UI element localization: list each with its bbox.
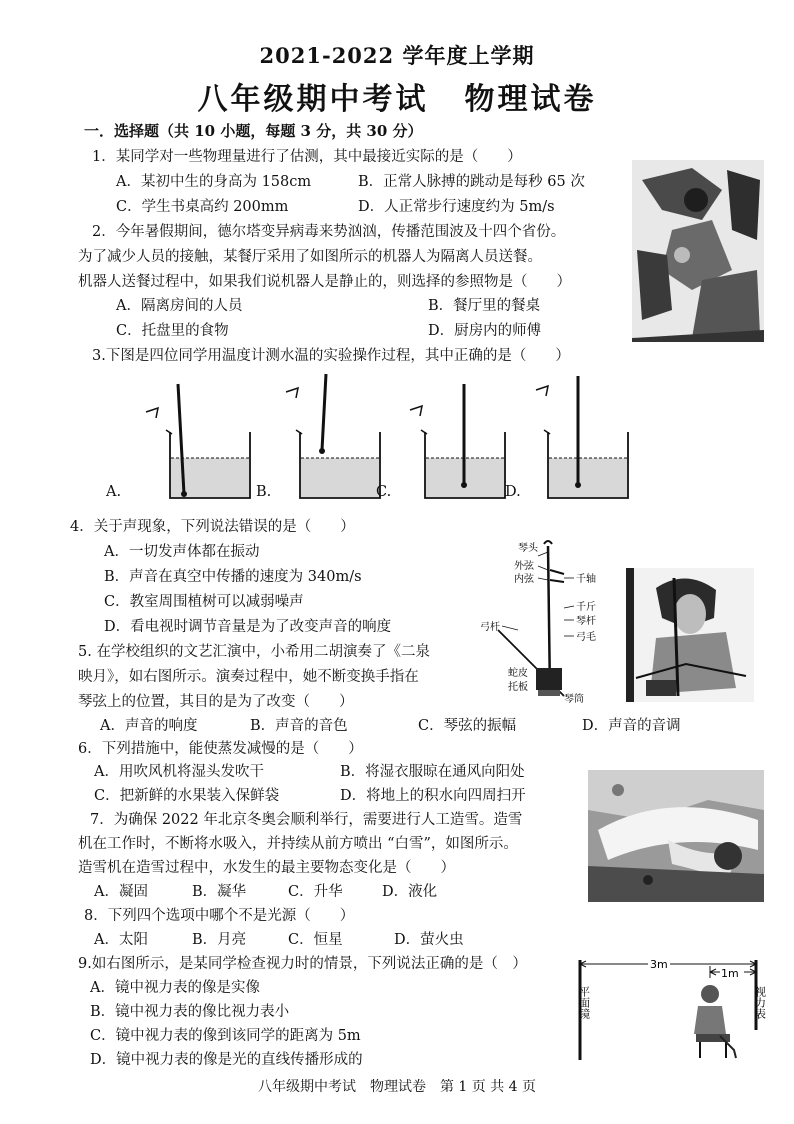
q4-stem: 4．关于声现象，下列说法错误的是（ ） xyxy=(70,519,355,535)
q3-stem: 3.下图是四位同学用温度计测水温的实验操作过程，其中正确的是（ ） xyxy=(92,348,570,364)
q9-option-a: A．镜中视力表的像是实像 xyxy=(90,980,260,996)
student-figure xyxy=(694,985,736,1058)
q2-option-b: B．餐厅里的餐桌 xyxy=(428,298,541,314)
q5-line2: 映月》，如右图所示。演奏过程中，她不断变换手指在 xyxy=(78,669,419,685)
erhu-diagram xyxy=(478,538,618,704)
erhu-label-qin-tou: 琴头 xyxy=(518,543,538,554)
q5-option-d: D．声音的音调 xyxy=(582,718,681,734)
q5-option-b: B．声音的音色 xyxy=(250,718,348,734)
q2-option-a: A．隔离房间的人员 xyxy=(116,298,243,314)
erhu-player-photo xyxy=(626,568,754,702)
q9-option-b: B．镜中视力表的像比视力表小 xyxy=(90,1004,290,1020)
thermometer-setup-b xyxy=(286,374,380,498)
vision-label-mirror: 平面镜 xyxy=(577,986,591,1019)
q7-option-c: C．升华 xyxy=(288,884,343,900)
q5-option-a: A．声音的响度 xyxy=(100,718,198,734)
q7-option-a: A．凝固 xyxy=(94,884,148,900)
q3-label-d: D. xyxy=(505,484,521,500)
exam-title xyxy=(0,74,794,118)
q2-line1: 2．今年暑假期间，德尔塔变异病毒来势汹汹，传播范围波及十四个省份。 xyxy=(92,224,566,240)
erhu-label-qian-zhou: 千轴 xyxy=(576,574,596,585)
thermometer-setup-a xyxy=(146,384,250,498)
q4-option-a: A．一切发声体都在振动 xyxy=(104,544,260,560)
q1-option-a: A．某初中生的身高为 158cm xyxy=(116,174,312,190)
q5-option-c: C．琴弦的振幅 xyxy=(418,718,517,734)
q1-option-d: D．人正常步行速度约为 5m/s xyxy=(358,199,555,215)
thermometer-setup-c xyxy=(410,384,505,498)
erhu-label-wai-xian: 外弦 xyxy=(514,561,534,572)
q9-option-c: C．镜中视力表的像到该同学的距离为 5m xyxy=(90,1028,361,1044)
erhu-label-she-pi: 蛇皮 xyxy=(508,668,528,679)
q7-line2: 机在工作时，不断将水吸入，并持续从前方喷出 “白雪”，如图所示。 xyxy=(78,836,518,852)
q7-option-b: B．凝华 xyxy=(192,884,247,900)
q2-option-c: C．托盘里的食物 xyxy=(116,323,229,339)
q1-option-c: C．学生书桌高约 200mm xyxy=(116,199,289,215)
q8-option-c: C．恒星 xyxy=(288,932,343,948)
q9-stem: 9.如右图所示，是某同学检查视力时的情景，下列说法正确的是（ ） xyxy=(78,956,527,972)
section-heading: 一．选择题（共 10 小题，每题 3 分，共 30 分） xyxy=(84,122,423,140)
q7-option-d: D．液化 xyxy=(382,884,438,900)
q6-stem: 6．下列措施中，能使蒸发减慢的是（ ） xyxy=(78,741,363,757)
q7-line1: 7．为确保 2022 年北京冬奥会顺利举行，需要进行人工造雪。造雪 xyxy=(90,812,523,828)
q2-line3: 机器人送餐过程中，如果我们说机器人是静止的，则选择的参照物是（ ） xyxy=(78,274,571,290)
erhu-label-nei-xian: 内弦 xyxy=(514,574,534,585)
page-footer: 八年级期中考试 物理试卷 第 1 页 共 4 页 xyxy=(257,1079,537,1095)
exam-title-grade: 八年级期中考试 xyxy=(197,82,429,117)
q4-option-b: B．声音在真空中传播的速度为 340m/s xyxy=(104,569,362,585)
erhu-label-tuo-ban: 托板 xyxy=(508,682,528,693)
q3-label-b: B. xyxy=(256,484,272,500)
thermometer-diagram xyxy=(100,372,640,508)
exam-year: 2021-2022 学年度上学期 xyxy=(259,43,535,68)
q5-line1: 5. 在学校组织的文艺汇演中，小希用二胡演奏了《二泉 xyxy=(78,644,430,660)
q8-option-a: A．太阳 xyxy=(94,932,148,948)
q6-option-d: D．将地上的积水向四周扫开 xyxy=(340,788,526,804)
q8-stem: 8．下列四个选项中哪个不是光源（ ） xyxy=(84,908,355,924)
erhu-label-qin-tong: 琴筒 xyxy=(564,694,584,704)
snow-machine-photo xyxy=(588,770,764,902)
q3-label-a: A. xyxy=(106,484,122,500)
q9-option-d: D．镜中视力表的像是光的直线传播形成的 xyxy=(90,1052,363,1068)
thermometer-setup-d xyxy=(536,376,628,498)
q1-stem: 1．某同学对一些物理量进行了估测，其中最接近实际的是（ ） xyxy=(92,149,522,165)
q3-label-c: C. xyxy=(376,484,392,500)
q2-option-d: D．厨房内的师傅 xyxy=(428,323,542,339)
exam-title-subject: 物理试卷 xyxy=(464,82,597,117)
q4-option-c: C．教室周围植树可以减弱噪声 xyxy=(104,594,304,610)
vision-label-3m: 3m xyxy=(650,958,668,971)
q4-option-d: D．看电视时调节音量是为了改变声音的响度 xyxy=(104,619,392,635)
vision-label-1m: 1m xyxy=(721,967,739,980)
vision-label-chart: 视力表 xyxy=(753,986,767,1019)
robot-photo xyxy=(632,160,764,342)
q2-line2: 为了减少人员的接触，某餐厅采用了如图所示的机器人为隔离人员送餐。 xyxy=(78,249,542,265)
q1-option-b: B．正常人脉搏的跳动是每秒 65 次 xyxy=(358,174,585,190)
q8-option-d: D．萤火虫 xyxy=(394,932,464,948)
vision-test-diagram xyxy=(570,950,774,1064)
erhu-label-qian-jin: 千斤 xyxy=(576,602,596,613)
erhu-label-gong-gan: 弓杆 xyxy=(480,622,500,633)
erhu-label-qin-gan: 琴杆 xyxy=(576,616,596,627)
q8-option-b: B．月亮 xyxy=(192,932,247,948)
q5-line3: 琴弦上的位置，其目的是为了改变（ ） xyxy=(78,694,354,710)
erhu-label-gong-mao: 弓毛 xyxy=(576,632,596,643)
q6-option-c: C．把新鲜的水果装入保鲜袋 xyxy=(94,788,280,804)
q6-option-b: B．将湿衣服晾在通风向阳处 xyxy=(340,764,525,780)
q7-line3: 造雪机在造雪过程中，水发生的最主要物态变化是（ ） xyxy=(78,860,455,876)
q6-option-a: A．用吹风机将湿头发吹干 xyxy=(94,764,264,780)
